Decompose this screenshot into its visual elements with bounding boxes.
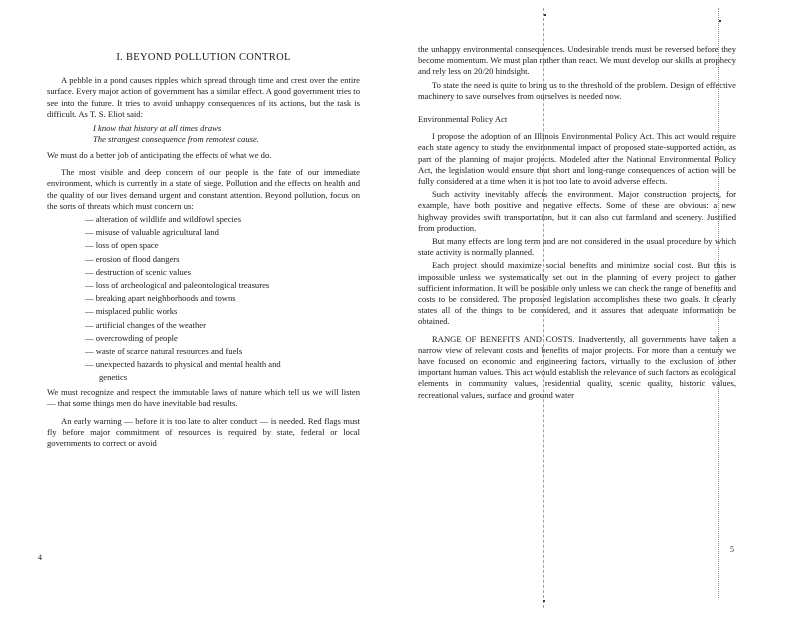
list-item: — alteration of wildlife and wildfowl species bbox=[85, 214, 242, 225]
eliot-quote bbox=[93, 123, 360, 144]
paragraph: A pebble in a pond causes ripples which spread through time and crest over the entire surface. Every major action of government has a similar effect. A good government tries to see into the future. It tries to avoid unhappy consequences of its actions, but the task is difficult. As T. S. Eliot said: bbox=[47, 75, 360, 119]
paragraph: Each project should maximize social benefits and minimize social cost. But this is impossible unless we systematically set out in the planning of every project to gather sufficient information. It will be possible only unless we can check the range of benefits and costs to be considered. The proposed legislation accomplishes these two goals. It clearly states all of the things to be considered, and it assures that adequate information be obtained. bbox=[418, 260, 736, 327]
threat-list bbox=[85, 214, 360, 383]
scan-speck bbox=[543, 600, 545, 602]
list-item: — waste of scarce natural resources and fuels bbox=[85, 345, 243, 356]
list-item: — artificial changes of the weather bbox=[85, 319, 206, 330]
quote-line: I know that history at all times draws bbox=[93, 123, 222, 134]
list-item-continuation: genetics bbox=[99, 372, 128, 383]
paragraph: An early warning — before it is too late to alter conduct — is needed. Red flags must fly before major commitment of resources is required by state, federal or local governments to correct or avoid bbox=[47, 415, 360, 449]
scan-speck bbox=[544, 14, 546, 16]
paragraph: To state the need is quite to bring us to the threshold of the problem. Design of effective machinery to save ourselves from ourselves is needed now. bbox=[418, 79, 736, 101]
paragraph: We must do a better job of anticipating the effects of what we do. bbox=[47, 150, 272, 161]
list-item: — misuse of valuable agricultural land bbox=[85, 227, 219, 238]
list-item: — overcrowding of people bbox=[85, 332, 178, 343]
right-text-column bbox=[418, 44, 736, 403]
page-number: 5 bbox=[730, 545, 734, 554]
list-item: — destruction of scenic values bbox=[85, 266, 191, 277]
list-item: — erosion of flood dangers bbox=[85, 253, 180, 264]
page-number: 4 bbox=[38, 553, 42, 562]
left-text-column bbox=[47, 52, 360, 451]
list-item: — loss of archeological and paleontological treasures bbox=[85, 279, 270, 290]
section-subheading: Environmental Policy Act bbox=[418, 114, 508, 125]
paragraph: But many effects are long term and are not considered in the usual procedure by which state activity is normally planned. bbox=[418, 236, 736, 258]
chapter-heading: I. BEYOND POLLUTION CONTROL bbox=[116, 52, 291, 63]
list-item: — loss of open space bbox=[85, 240, 159, 251]
paragraph: I propose the adoption of an Illinois Environmental Policy Act. This act would require each state agency to study the environmental impact of proposed state-supported action, as part of the planning of major projects. Modeled after the National Environmental Policy Act, the legislation would ensure that short and long-range consequences of action will be fully considered at a time when it is not too late to avoid adverse effects. bbox=[418, 131, 736, 187]
paragraph: RANGE OF BENEFITS AND COSTS. Inadvertently, all governments have taken a narrow view of relevant costs and benefits of major projects. For more than a century we have focused on economic and engineering factors, virtually to the exclusion of other important human values. This act would establish the relevance of such factors as ecological elements in community values, residential quality, scenic quality, historic values, recreational values, surface and ground water bbox=[418, 333, 736, 400]
paragraph: The most visible and deep concern of our people is the fate of our immediate environment, which is currently in a state of siege. Pollution and the effects on health and the quality of our lives demand urgent and constant attention. Beyond pollution, focus on the sorts of threats which must concern us: bbox=[47, 167, 360, 211]
right-page bbox=[400, 0, 800, 618]
scan-speck bbox=[719, 20, 721, 22]
quote-line: The strangest consequence from remotest cause. bbox=[93, 133, 259, 144]
paragraph: the unhappy environmental consequences. Undesirable trends must be reversed before they become momentum. We must plan rather than react. We must develop our skills at prophecy and rely less on 20/20 hindsight. bbox=[418, 44, 736, 77]
scan-artifact-line bbox=[718, 8, 719, 598]
list-item: — misplaced public works bbox=[85, 306, 178, 317]
paragraph: We must recognize and respect the immutable laws of nature which tell us we will listen — that some things men do have inevitable bad results. bbox=[47, 387, 360, 409]
list-item: — unexpected hazards to physical and mental health and bbox=[85, 359, 281, 370]
scan-artifact-line bbox=[543, 8, 544, 608]
paragraph: Such activity inevitably affects the environment. Major construction projects, for example, have both positive and negative effects. Some of these are obvious: a new highway provides swift transportation, but it can also cut farmland and scenery. Justified from production. bbox=[418, 189, 736, 233]
list-item: — breaking apart neighborhoods and towns bbox=[85, 293, 236, 304]
